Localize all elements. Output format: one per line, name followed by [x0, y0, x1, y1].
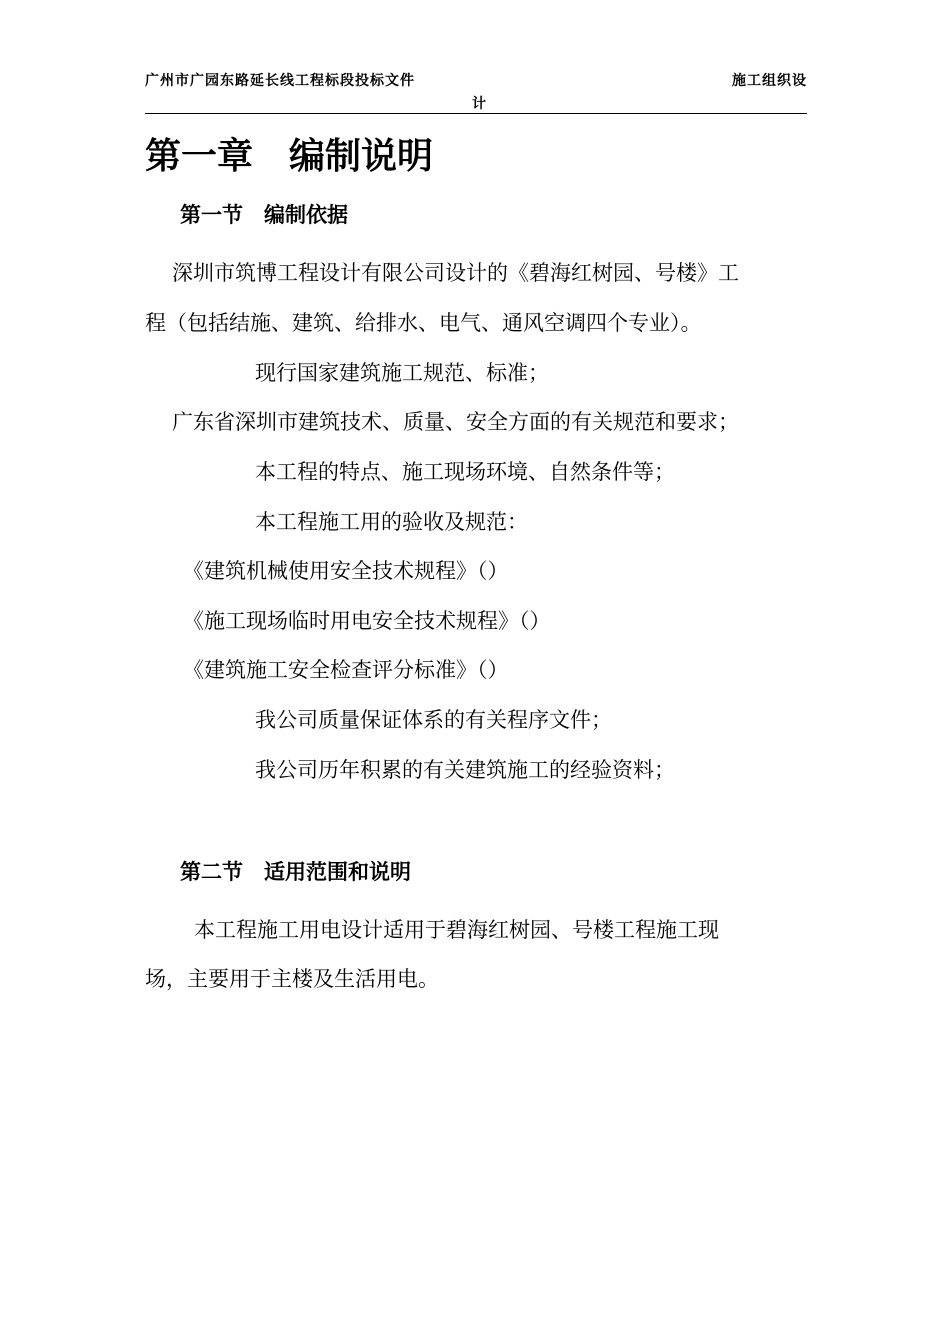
section-title-2: 第二节 适用范围和说明: [180, 860, 411, 884]
header-divider: [145, 113, 807, 114]
paragraph-line: 《施工现场临时用电安全技术规程》（）: [183, 609, 551, 633]
paragraph-line: 我公司历年积累的有关建筑施工的经验资料；: [255, 758, 675, 782]
paragraph-line: 《建筑机械使用安全技术规程》（）: [183, 559, 509, 583]
header-section-title: 施工组织设: [732, 73, 807, 89]
paragraph-line: 现行国家建筑施工规范、标准；: [255, 361, 549, 385]
header-document-title: 广州市广园东路延长线工程标段投标文件: [145, 73, 415, 89]
paragraph-line: 广东省深圳市建筑技术、质量、安全方面的有关规范和要求；: [172, 410, 739, 434]
section-title-1: 第一节 编制依据: [180, 203, 348, 227]
paragraph-line: 我公司质量保证体系的有关程序文件；: [255, 708, 612, 732]
paragraph-line: 本工程施工用的验收及规范：: [255, 510, 528, 534]
paragraph-line: 本工程的特点、施工现场环境、自然条件等；: [255, 460, 675, 484]
paragraph-line: 本工程施工用电设计适用于碧海红树园、号楼工程施工现: [194, 918, 719, 942]
chapter-title: 第一章 编制说明: [145, 136, 434, 177]
paragraph-line: 《建筑施工安全检查评分标准》（）: [183, 658, 509, 682]
paragraph-line: 场，主要用于主楼及生活用电。: [145, 967, 439, 991]
paragraph-line: 深圳市筑博工程设计有限公司设计的《碧海红树园、号楼》工: [172, 261, 739, 285]
paragraph-line: 程（包括结施、建筑、给排水、电气、通风空调四个专业）。: [145, 311, 702, 335]
header-section-title-wrap: 计: [472, 96, 487, 112]
page-header: [145, 70, 807, 114]
